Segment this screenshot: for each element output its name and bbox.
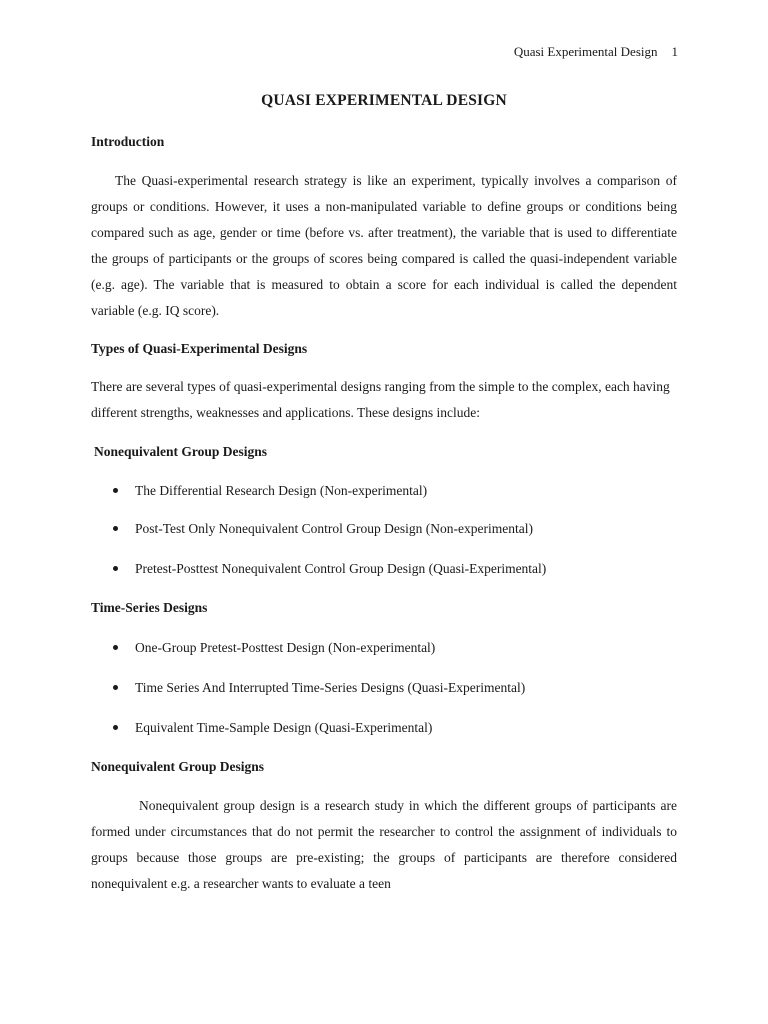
paragraph-types: There are several types of quasi-experimental designs ranging from the simple to the complex, each having different strengths, weaknesses and applications. These designs include: xyxy=(91,379,670,420)
bullet-icon xyxy=(113,725,118,730)
list-item-text: The Differential Research Design (Non-experimental) xyxy=(135,483,428,498)
list-item-text: Post-Test Only Nonequivalent Control Group Design (Non-experimental) xyxy=(135,521,533,536)
running-head-title: Quasi Experimental Design xyxy=(513,44,658,59)
bullet-icon xyxy=(113,685,118,690)
list-item xyxy=(113,720,432,736)
list-item xyxy=(113,521,533,537)
running-head xyxy=(514,44,678,60)
paragraph-introduction: The Quasi-experimental research strategy is like an experiment, typically involves a comparison of groups or conditions. However, it uses a non-manipulated variable to define groups or conditions being compared such as age, gender or time (before vs. after treatment), the variable that is used to differentiate the groups of participants or the groups of scores being compared is called the quasi-independent variable (e.g. age). The variable that is measured to obtain a score for each individual is called the dependent variable (e.g. IQ score). xyxy=(91,173,677,318)
heading-nonequivalent-list: Nonequivalent Group Designs xyxy=(94,444,268,459)
heading-introduction: Introduction xyxy=(91,134,165,149)
bullet-icon xyxy=(113,526,118,531)
list-item xyxy=(113,561,546,577)
heading-time-series: Time-Series Designs xyxy=(91,600,208,615)
bullet-icon xyxy=(113,645,118,650)
page-number: 1 xyxy=(671,44,678,59)
list-item-text: Pretest-Posttest Nonequivalent Control Group Design (Quasi-Experimental) xyxy=(135,561,547,576)
heading-nonequivalent-detail: Nonequivalent Group Designs xyxy=(91,759,265,774)
document-title: QUASI EXPERIMENTAL DESIGN xyxy=(261,92,507,109)
heading-types: Types of Quasi-Experimental Designs xyxy=(91,341,308,356)
list-item xyxy=(113,680,525,696)
list-item-text: Equivalent Time-Sample Design (Quasi-Experimental) xyxy=(135,720,433,735)
bullet-icon xyxy=(113,488,118,493)
list-item xyxy=(113,640,435,656)
paragraph-nonequivalent-detail: Nonequivalent group design is a research study in which the different groups of participants are formed under circumstances that do not permit the researcher to control the assignment of individuals to groups because those groups are pre-existing; the groups of participants are therefore considered nonequivalent e.g. a researcher wants to evaluate a teen xyxy=(91,798,677,891)
list-item xyxy=(113,483,427,499)
list-item-text: Time Series And Interrupted Time-Series Designs (Quasi-Experimental) xyxy=(135,680,526,695)
list-item-text: One-Group Pretest-Posttest Design (Non-experimental) xyxy=(135,640,436,655)
bullet-icon xyxy=(113,566,118,571)
